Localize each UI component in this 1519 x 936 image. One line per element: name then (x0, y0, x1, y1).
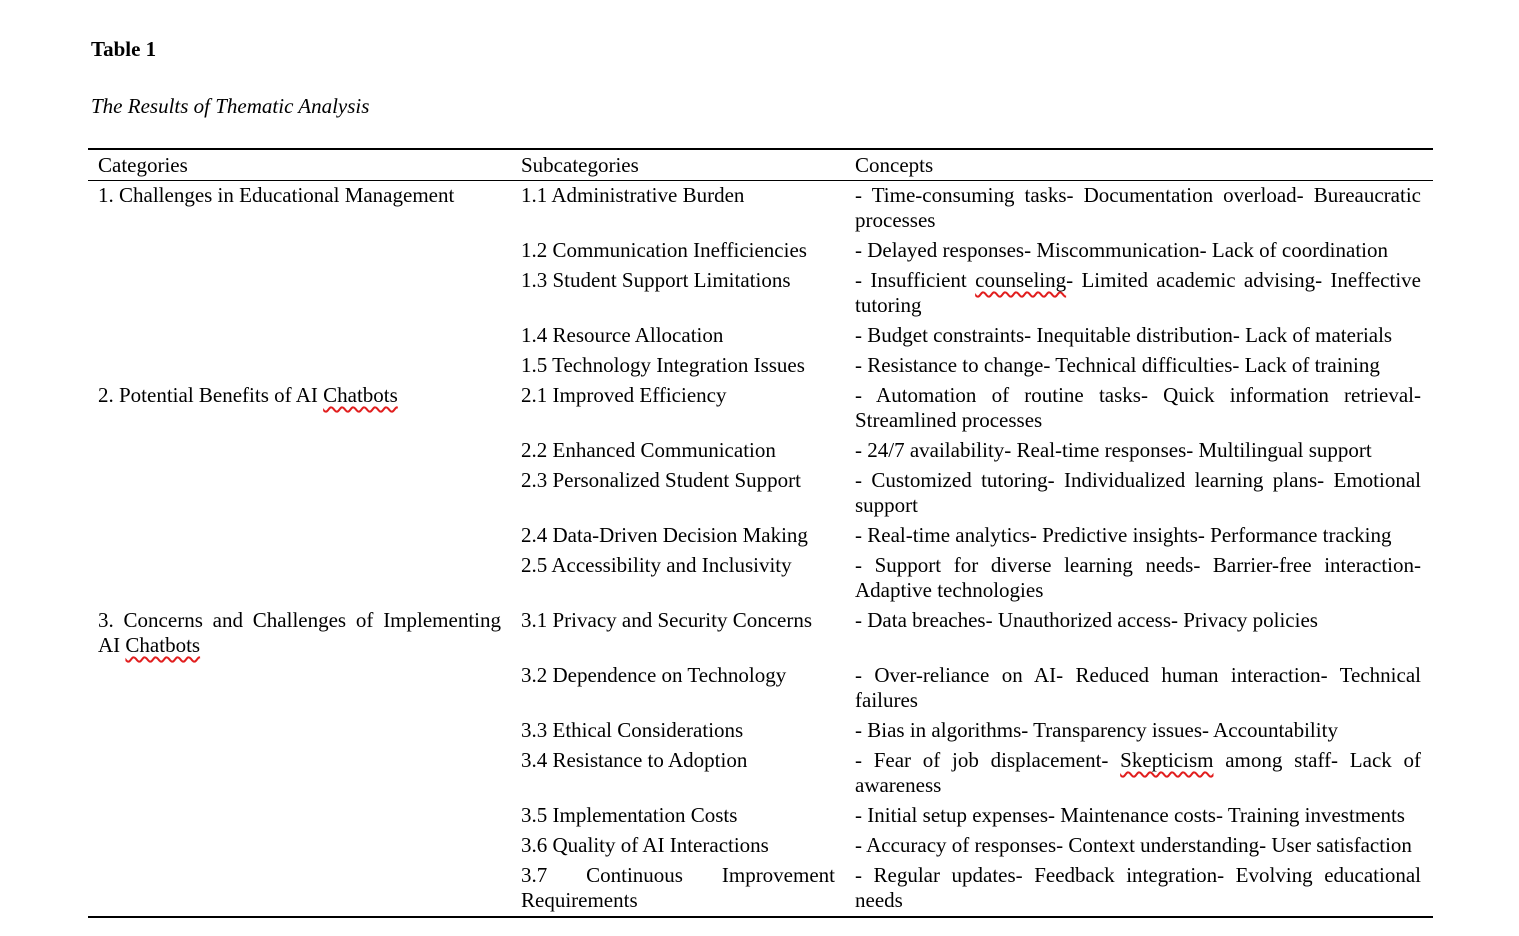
category-cell (88, 521, 511, 551)
text-segment: - Fear of job displacement- (855, 748, 1121, 772)
text-segment: among staff- Lack of awareness (855, 748, 1422, 797)
category-cell (88, 436, 511, 466)
text-segment: - Initial setup expenses- Maintenance costs- Training investments (855, 803, 1405, 827)
table-row (88, 831, 1433, 861)
text-segment: 3.4 Resistance to Adoption (521, 748, 748, 772)
column-header-concepts: Concepts (845, 149, 1433, 181)
subcategory-cell (511, 551, 845, 606)
text-segment: 1.2 Communication Inefficiencies (521, 238, 807, 262)
table-row (88, 746, 1433, 801)
text-segment: - Support for diverse learning needs- Barrier-free interaction- Adaptive technologies (855, 553, 1421, 602)
table-row (88, 661, 1433, 716)
concepts-cell (845, 801, 1433, 831)
concepts-cell (845, 181, 1433, 237)
text-segment: 3.6 Quality of AI Interactions (521, 833, 769, 857)
text-segment: - Limited academic advising- Ineffective tutoring (855, 268, 1421, 317)
text-segment: - Regular updates- Feedback integration- Evolving educational needs (855, 863, 1421, 912)
text-segment: - Real-time analytics- Predictive insights- Performance tracking (855, 523, 1392, 547)
concepts-cell (845, 351, 1433, 381)
subcategory-cell (511, 236, 845, 266)
misspelled-word: Skepticism (1120, 748, 1214, 772)
text-segment: 2. Potential Benefits of AI (98, 383, 324, 407)
table-row (88, 321, 1433, 351)
table-row (88, 351, 1433, 381)
table-row (88, 521, 1433, 551)
concepts-cell (845, 661, 1433, 716)
misspelled-word: Chatbots (323, 383, 398, 407)
table-caption: The Results of Thematic Analysis (91, 94, 370, 118)
subcategory-cell (511, 181, 845, 237)
subcategory-cell (511, 861, 845, 917)
subcategory-cell (511, 746, 845, 801)
text-segment: 3.2 Dependence on Technology (521, 663, 787, 687)
text-segment: - Accuracy of responses- Context understanding- User satisfaction (855, 833, 1412, 857)
column-header-categories: Categories (88, 149, 511, 181)
subcategory-cell (511, 381, 845, 436)
text-segment: 2.2 Enhanced Communication (521, 438, 776, 462)
table-row (88, 381, 1433, 436)
table-row (88, 606, 1433, 661)
table-header-row (88, 149, 1433, 181)
text-segment: 3.5 Implementation Costs (521, 803, 738, 827)
text-segment: - Data breaches- Unauthorized access- Privacy policies (855, 608, 1318, 632)
concepts-cell (845, 466, 1433, 521)
concepts-cell (845, 436, 1433, 466)
table-row (88, 716, 1433, 746)
concepts-cell (845, 716, 1433, 746)
text-segment: 3.1 Privacy and Security Concerns (521, 608, 813, 632)
misspelled-word: Chatbots (125, 633, 201, 657)
category-cell (88, 466, 511, 521)
subcategory-cell (511, 801, 845, 831)
text-segment: 1.4 Resource Allocation (521, 323, 724, 347)
text-segment: 3. Concerns and Challenges of Implementing AI (98, 608, 501, 657)
subcategory-cell (511, 466, 845, 521)
subcategory-cell (511, 321, 845, 351)
table-row (88, 551, 1433, 606)
category-cell (88, 606, 511, 661)
table-row (88, 436, 1433, 466)
subcategory-cell (511, 351, 845, 381)
text-segment: - 24/7 availability- Real-time responses- Multilingual support (855, 438, 1372, 462)
text-segment: - Automation of routine tasks- Quick information retrieval- Streamlined processes (855, 383, 1421, 432)
table-row (88, 236, 1433, 266)
table-label: Table 1 (91, 37, 157, 61)
concepts-cell (845, 831, 1433, 861)
text-segment: - Bias in algorithms- Transparency issues- Accountability (855, 718, 1338, 742)
category-cell (88, 321, 511, 351)
subcategory-cell (511, 606, 845, 661)
subcategory-cell (511, 716, 845, 746)
concepts-cell (845, 381, 1433, 436)
category-cell (88, 236, 511, 266)
subcategory-cell (511, 521, 845, 551)
text-segment: - Insufficient (855, 268, 976, 292)
concepts-cell (845, 266, 1433, 321)
column-header-subcategories: Subcategories (511, 149, 845, 181)
category-cell (88, 831, 511, 861)
text-segment: 2.5 Accessibility and Inclusivity (521, 553, 792, 577)
subcategory-cell (511, 436, 845, 466)
text-segment: 2.1 Improved Efficiency (521, 383, 727, 407)
category-cell (88, 801, 511, 831)
text-segment: - Over-reliance on AI- Reduced human interaction- Technical failures (855, 663, 1421, 712)
text-segment: 3.7 Continuous Improvement Requirements (521, 863, 835, 912)
category-cell (88, 351, 511, 381)
text-segment: 1.5 Technology Integration Issues (521, 353, 805, 377)
table-row (88, 861, 1433, 917)
category-cell (88, 746, 511, 801)
text-segment: 2.4 Data-Driven Decision Making (521, 523, 808, 547)
text-segment: - Delayed responses- Miscommunication- Lack of coordination (855, 238, 1389, 262)
concepts-cell (845, 746, 1433, 801)
text-segment: 3.3 Ethical Considerations (521, 718, 744, 742)
category-cell (88, 381, 511, 436)
table-row (88, 466, 1433, 521)
thematic-analysis-table (88, 148, 1433, 918)
subcategory-cell (511, 661, 845, 716)
concepts-cell (845, 861, 1433, 917)
concepts-cell (845, 551, 1433, 606)
category-cell (88, 661, 511, 716)
category-cell (88, 266, 511, 321)
text-segment: - Customized tutoring- Individualized learning plans- Emotional support (855, 468, 1421, 517)
table-row (88, 801, 1433, 831)
misspelled-word: counseling (975, 268, 1067, 292)
category-cell (88, 181, 511, 237)
subcategory-cell (511, 266, 845, 321)
category-cell (88, 861, 511, 917)
concepts-cell (845, 236, 1433, 266)
text-segment: - Budget constraints- Inequitable distribution- Lack of materials (855, 323, 1393, 347)
text-segment: 1.1 Administrative Burden (521, 183, 745, 207)
table-row (88, 181, 1433, 237)
concepts-cell (845, 321, 1433, 351)
text-segment: - Time-consuming tasks- Documentation overload- Bureaucratic processes (855, 183, 1421, 232)
text-segment: - Resistance to change- Technical difficulties- Lack of training (855, 353, 1380, 377)
subcategory-cell (511, 831, 845, 861)
category-cell (88, 716, 511, 746)
text-segment: 1. Challenges in Educational Management (98, 183, 455, 207)
concepts-cell (845, 521, 1433, 551)
category-cell (88, 551, 511, 606)
text-segment: 1.3 Student Support Limitations (521, 268, 791, 292)
concepts-cell (845, 606, 1433, 661)
text-segment: 2.3 Personalized Student Support (521, 468, 801, 492)
table-row (88, 266, 1433, 321)
